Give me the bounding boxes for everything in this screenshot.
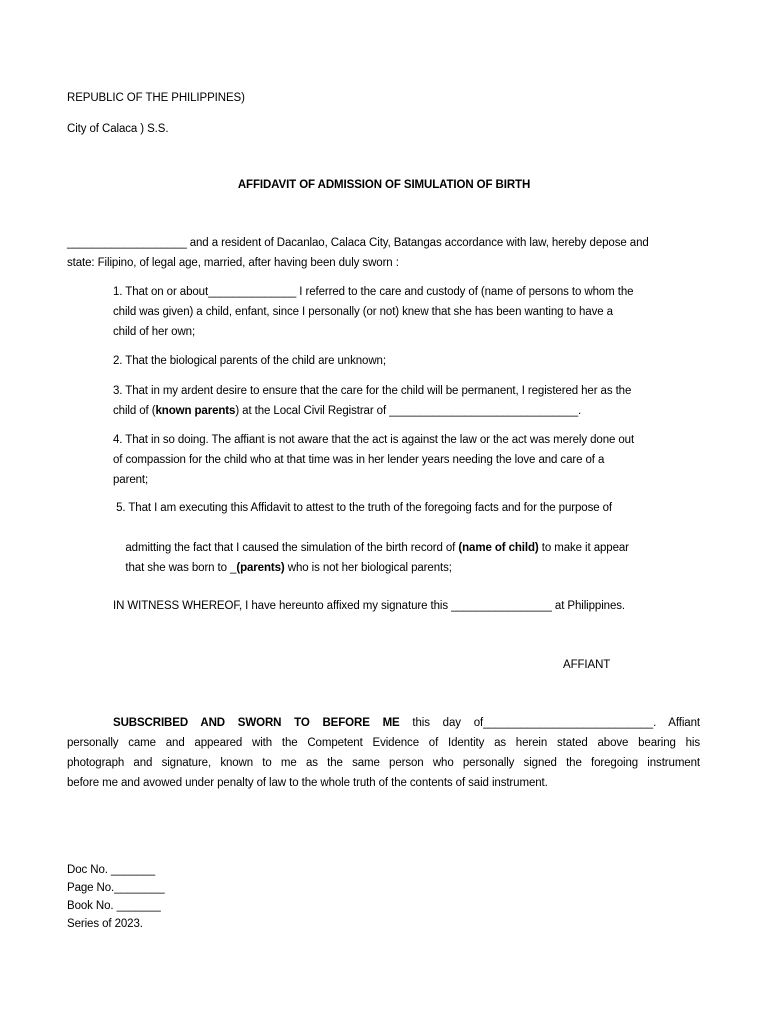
- item-4-line-3: parent;: [113, 474, 149, 486]
- jurat-line-2: personally came and appeared with the Competent Evidence of Identity as herein stated above bearing his: [67, 737, 700, 749]
- book-no: Book No. _______: [67, 900, 161, 912]
- item-4-line-2: of compassion for the child who at that time was in her lender years needing the love and care of a: [113, 454, 605, 466]
- document-title: AFFIDAVIT OF ADMISSION OF SIMULATION OF BIRTH: [237, 179, 531, 191]
- page-no: Page No.________: [67, 882, 165, 894]
- item-5-line-3-post: who is not her biological parents;: [284, 562, 452, 574]
- item-3-line-2-pre: child of (: [113, 405, 156, 417]
- intro-line-2: state: Filipino, of legal age, married, after having been duly sworn :: [67, 257, 399, 269]
- item-1-line-3: child of her own;: [113, 326, 196, 338]
- jurat-line-1: [113, 713, 700, 733]
- item-5-line-3: [113, 538, 452, 598]
- item-5-line-3-pre: that she was born to _: [125, 562, 237, 574]
- venue-city: City of Calaca ) S.S.: [67, 123, 169, 135]
- item-1-line-1: 1. That on or about______________ I referred to the care and custody of (name of persons to whom the: [113, 286, 634, 298]
- item-3-line-1: 3. That in my ardent desire to ensure that the care for the child will be permanent, I registered her as the: [113, 385, 632, 397]
- jurat-line-4: before me and avowed under penalty of law to the whole truth of the contents of said instrument.: [67, 777, 548, 789]
- jurat-line-1-rest: this day of___________________________. Affiant: [399, 717, 700, 729]
- item-3-line-2-post: ) at the Local Civil Registrar of ______________________________.: [235, 405, 582, 417]
- jurat-subscribed-sworn: SUBSCRIBED AND SWORN TO BEFORE ME: [113, 717, 400, 729]
- item-5-parents: (parents): [236, 562, 285, 574]
- jurat-line-3: photograph and signature, known to me as the same person who personally signed the foregoing instrument: [67, 757, 700, 769]
- venue-republic: REPUBLIC OF THE PHILIPPINES): [67, 92, 245, 104]
- intro-line-1: ___________________ and a resident of Dacanlao, Calaca City, Batangas accordance with law, hereby depose and: [67, 237, 649, 249]
- item-5-line-1: 5. That I am executing this Affidavit to attest to the truth of the foregoing facts and for the purpose of: [113, 502, 613, 514]
- item-4-line-1: 4. That in so doing. The affiant is not aware that the act is against the law or the act was merely done out: [113, 434, 635, 446]
- doc-no: Doc No. _______: [67, 864, 156, 876]
- item-3-line-2: [113, 401, 581, 421]
- item-5-line-2-pre: admitting the fact that I caused the simulation of the birth record of: [125, 542, 459, 554]
- series-year: Series of 2023.: [67, 918, 143, 930]
- item-2-line-1: 2. That the biological parents of the child are unknown;: [113, 355, 386, 367]
- item-5-line-2-post: to make it appear: [538, 542, 629, 554]
- item-1-line-2: child was given) a child, enfant, since I personally (or not) knew that she has been wanting to have a: [113, 306, 613, 318]
- witness-clause: IN WITNESS WHEREOF, I have hereunto affixed my signature this ________________ at Philippines.: [113, 600, 626, 612]
- item-5-name-of-child: (name of child): [458, 542, 539, 554]
- affiant-label: AFFIANT: [563, 659, 611, 671]
- item-3-known-parents: known parents: [155, 405, 236, 417]
